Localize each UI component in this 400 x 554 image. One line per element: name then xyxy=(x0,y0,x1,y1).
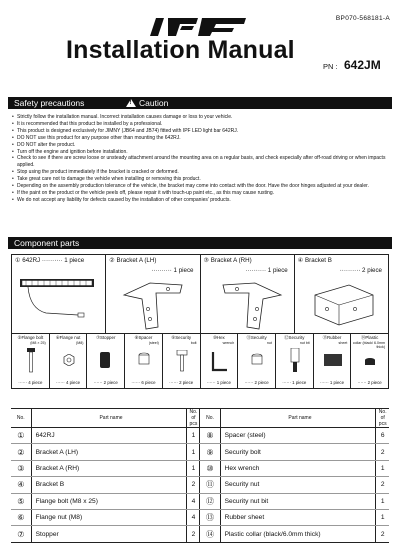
cell-name: Security bolt xyxy=(220,444,376,460)
cell-name: Flange nut (M8) xyxy=(31,509,187,525)
cell-no: ⑭ xyxy=(200,526,220,542)
cell-name: Bracket A (RH) xyxy=(31,460,187,476)
precaution-item: • DO NOT alter the product. xyxy=(12,142,394,149)
component-label: ⑩Hex xyxy=(212,335,225,340)
pn-value: 642JM xyxy=(344,58,381,72)
security-nut-bit-icon xyxy=(288,348,302,376)
cell-no: ⑨ xyxy=(200,444,220,460)
table-row xyxy=(11,526,389,542)
component-qty: ······ 2 piece xyxy=(357,380,382,385)
col-qty: No. of pcs xyxy=(376,409,389,428)
stopper-icon xyxy=(97,350,113,370)
hex-wrench-icon xyxy=(209,350,231,376)
component-sub: wrench xyxy=(222,341,235,345)
pn-label: PN : xyxy=(323,62,338,71)
precaution-item: • Turn off the engine and ignition before installation. xyxy=(12,149,394,156)
table-row xyxy=(11,477,389,493)
component-label: ⑥Flange nut xyxy=(55,335,81,340)
component-cell xyxy=(201,334,239,388)
component-label: ⑤Flange bolt xyxy=(17,335,44,340)
cell-qty: 2 xyxy=(187,477,200,493)
component-cell xyxy=(201,255,295,333)
precaution-item: • If the paint on the product or the vehicle peels off, please repair it with touch-up paint etc., as this may cause rusting. xyxy=(12,190,394,197)
cell-qty: 1 xyxy=(187,444,200,460)
component-cell xyxy=(238,334,276,388)
component-grid-top xyxy=(11,254,389,334)
component-cell xyxy=(50,334,88,388)
cell-no: ⑫ xyxy=(200,493,220,509)
cell-name: 642RJ xyxy=(31,428,187,444)
col-part-name: Part name xyxy=(220,409,376,428)
cell-qty: 4 xyxy=(187,509,200,525)
cell-no: ⑥ xyxy=(11,509,31,525)
cell-qty: 1 xyxy=(376,493,389,509)
security-nut-icon xyxy=(250,352,264,368)
cell-no: ⑤ xyxy=(11,493,31,509)
warning-icon xyxy=(126,99,136,107)
component-qty: ······ 2 piece xyxy=(169,380,194,385)
safety-section-header xyxy=(8,97,392,109)
cell-name: Plastic collar (black/6.0mm thick) xyxy=(220,526,376,542)
component-qty: ·········· 2 piece xyxy=(339,267,382,274)
component-cell xyxy=(87,334,125,388)
component-grid-bottom xyxy=(11,334,389,389)
cell-name: Spacer (steel) xyxy=(220,428,376,444)
component-cell xyxy=(295,255,388,333)
component-cell xyxy=(125,334,163,388)
precaution-item: • Depending on the assembly production tolerance of the vehicle, the bracket may come into contact with the door. Have the door hinges adjusted at your dealer. xyxy=(12,183,394,190)
table-row xyxy=(11,428,389,444)
cell-no: ③ xyxy=(11,460,31,476)
component-cell xyxy=(314,334,352,388)
cell-name: Security nut xyxy=(220,477,376,493)
component-label: ② Bracket A (LH) xyxy=(109,257,157,264)
component-cell xyxy=(351,334,388,388)
cell-qty: 4 xyxy=(187,493,200,509)
col-no: No. xyxy=(200,409,220,428)
precaution-item: • Stop using the product immediately if the bracket is cracked or deformed. xyxy=(12,169,394,176)
cell-qty: 1 xyxy=(376,509,389,525)
security-bolt-icon xyxy=(175,350,189,374)
cell-qty: 2 xyxy=(376,444,389,460)
cell-name: Rubber sheet xyxy=(220,509,376,525)
rubber-sheet-icon xyxy=(322,352,344,370)
component-label: ③ Bracket A (RH) xyxy=(203,257,252,264)
cell-qty: 2 xyxy=(376,526,389,542)
bracket-lh-illustration xyxy=(120,279,190,333)
cell-no: ⑧ xyxy=(200,428,220,444)
precaution-item: • Take great care not to damage the vehicle when installing or removing this product. xyxy=(12,176,394,183)
cell-qty: 1 xyxy=(187,428,200,444)
precaution-item: • This product is designed exclusively for JIMNY (JB64 and JB74) fitted with IPF LED light bar 642RJ. xyxy=(12,128,394,135)
component-qty: ······ 6 piece xyxy=(131,380,156,385)
component-sub: bolt xyxy=(190,341,197,345)
component-cell xyxy=(276,334,314,388)
bracket-rh-illustration xyxy=(215,279,285,333)
cell-name: Stopper xyxy=(31,526,187,542)
col-no: No. xyxy=(11,409,31,428)
component-qty: ······ 1 piece xyxy=(319,380,345,385)
component-qty: ······ 2 piece xyxy=(93,380,118,385)
table-row xyxy=(11,444,389,460)
precaution-item: • DO NOT use this product for any purpose other than mounting the 642RJ. xyxy=(12,135,394,142)
safety-precautions-list xyxy=(12,114,394,204)
component-qty: ······ 4 piece xyxy=(55,380,81,385)
bracket-b-illustration xyxy=(309,281,379,331)
components-section-header xyxy=(8,237,392,249)
component-sub: (M8) xyxy=(76,341,84,345)
component-sub: collar (black/ 6.0mm thick) xyxy=(352,341,386,349)
component-label: ⑦Stopper xyxy=(96,335,116,340)
cell-no: ⑦ xyxy=(11,526,31,542)
component-cell xyxy=(163,334,201,388)
component-label: ⑪Security xyxy=(246,335,267,340)
spacer-icon xyxy=(137,352,151,368)
flange-bolt-icon xyxy=(24,348,38,374)
cell-qty: 6 xyxy=(376,428,389,444)
cell-qty: 1 xyxy=(187,460,200,476)
flange-nut-icon xyxy=(62,354,76,366)
parts-table xyxy=(11,408,389,543)
ipf-logo xyxy=(150,16,246,38)
cell-name: Hex wrench xyxy=(220,460,376,476)
component-sub: nut bit xyxy=(299,341,310,345)
component-cell xyxy=(12,255,106,333)
cell-name: Security nut bit xyxy=(220,493,376,509)
components-heading: Component parts xyxy=(14,238,80,248)
cell-name: Bracket B xyxy=(31,477,187,493)
table-header-row xyxy=(11,409,389,428)
cell-name: Bracket A (LH) xyxy=(31,444,187,460)
cell-no: ⑬ xyxy=(200,509,220,525)
precaution-item: • It is recommended that this product be installed by a professional. xyxy=(12,121,394,128)
component-label: ⑫Security xyxy=(284,335,305,340)
light-bar-illustration xyxy=(18,269,98,333)
component-label: ④ Bracket B xyxy=(297,257,332,264)
component-cell xyxy=(106,255,200,333)
component-sub: nut xyxy=(266,341,272,345)
safety-heading: Safety precautions xyxy=(14,98,85,108)
document-number: BP070-568181-A xyxy=(335,15,390,22)
component-cell xyxy=(12,334,50,388)
caution-label: ! Caution xyxy=(126,97,168,109)
component-qty: ·········· 1 piece xyxy=(245,267,288,274)
precaution-item: • Strictly follow the installation manual. Incorrect installation causes damage or loss to your vehicle. xyxy=(12,114,394,121)
component-qty: ······ 1 piece xyxy=(206,380,231,385)
component-qty: ·········· 1 piece xyxy=(151,267,194,274)
cell-qty: 2 xyxy=(376,477,389,493)
component-label: ⑬Rubber xyxy=(322,335,342,340)
component-qty: ······ 2 piece xyxy=(244,380,269,385)
component-label: ① 642RJ ·········· 1 piece xyxy=(15,257,85,264)
cell-no: ① xyxy=(11,428,31,444)
component-sub: sheet xyxy=(338,341,348,345)
component-sub: (M8 × 25) xyxy=(30,341,46,345)
component-label: ⑨Security xyxy=(171,335,192,340)
cell-no: ⑪ xyxy=(200,477,220,493)
precaution-item: • Check to see if there are screw loose or unsteady attachment around the mounting area on a regular basis, and check especially after off-road driving or when impacts applied. xyxy=(12,155,394,169)
col-qty: No. of pcs xyxy=(187,409,200,428)
cell-no: ⑩ xyxy=(200,460,220,476)
cell-qty: 1 xyxy=(376,460,389,476)
table-row xyxy=(11,493,389,509)
component-label: ⑭Plastic xyxy=(361,335,379,340)
col-part-name: Part name xyxy=(31,409,187,428)
page-title: Installation Manual xyxy=(66,36,295,64)
table-row xyxy=(11,460,389,476)
component-qty: ······ 1 piece xyxy=(282,380,307,385)
component-label: ⑧Spacer xyxy=(134,335,153,340)
cell-no: ④ xyxy=(11,477,31,493)
cell-no: ② xyxy=(11,444,31,460)
table-row xyxy=(11,509,389,525)
component-qty: ······ 4 piece xyxy=(18,380,43,385)
precaution-item: • We do not accept any liability for defects caused by the installation of other companies' products. xyxy=(12,197,394,204)
component-sub: (steel) xyxy=(148,341,159,345)
plastic-collar-icon xyxy=(363,356,377,370)
cell-name: Flange bolt (M8 x 25) xyxy=(31,493,187,509)
cell-qty: 2 xyxy=(187,526,200,542)
